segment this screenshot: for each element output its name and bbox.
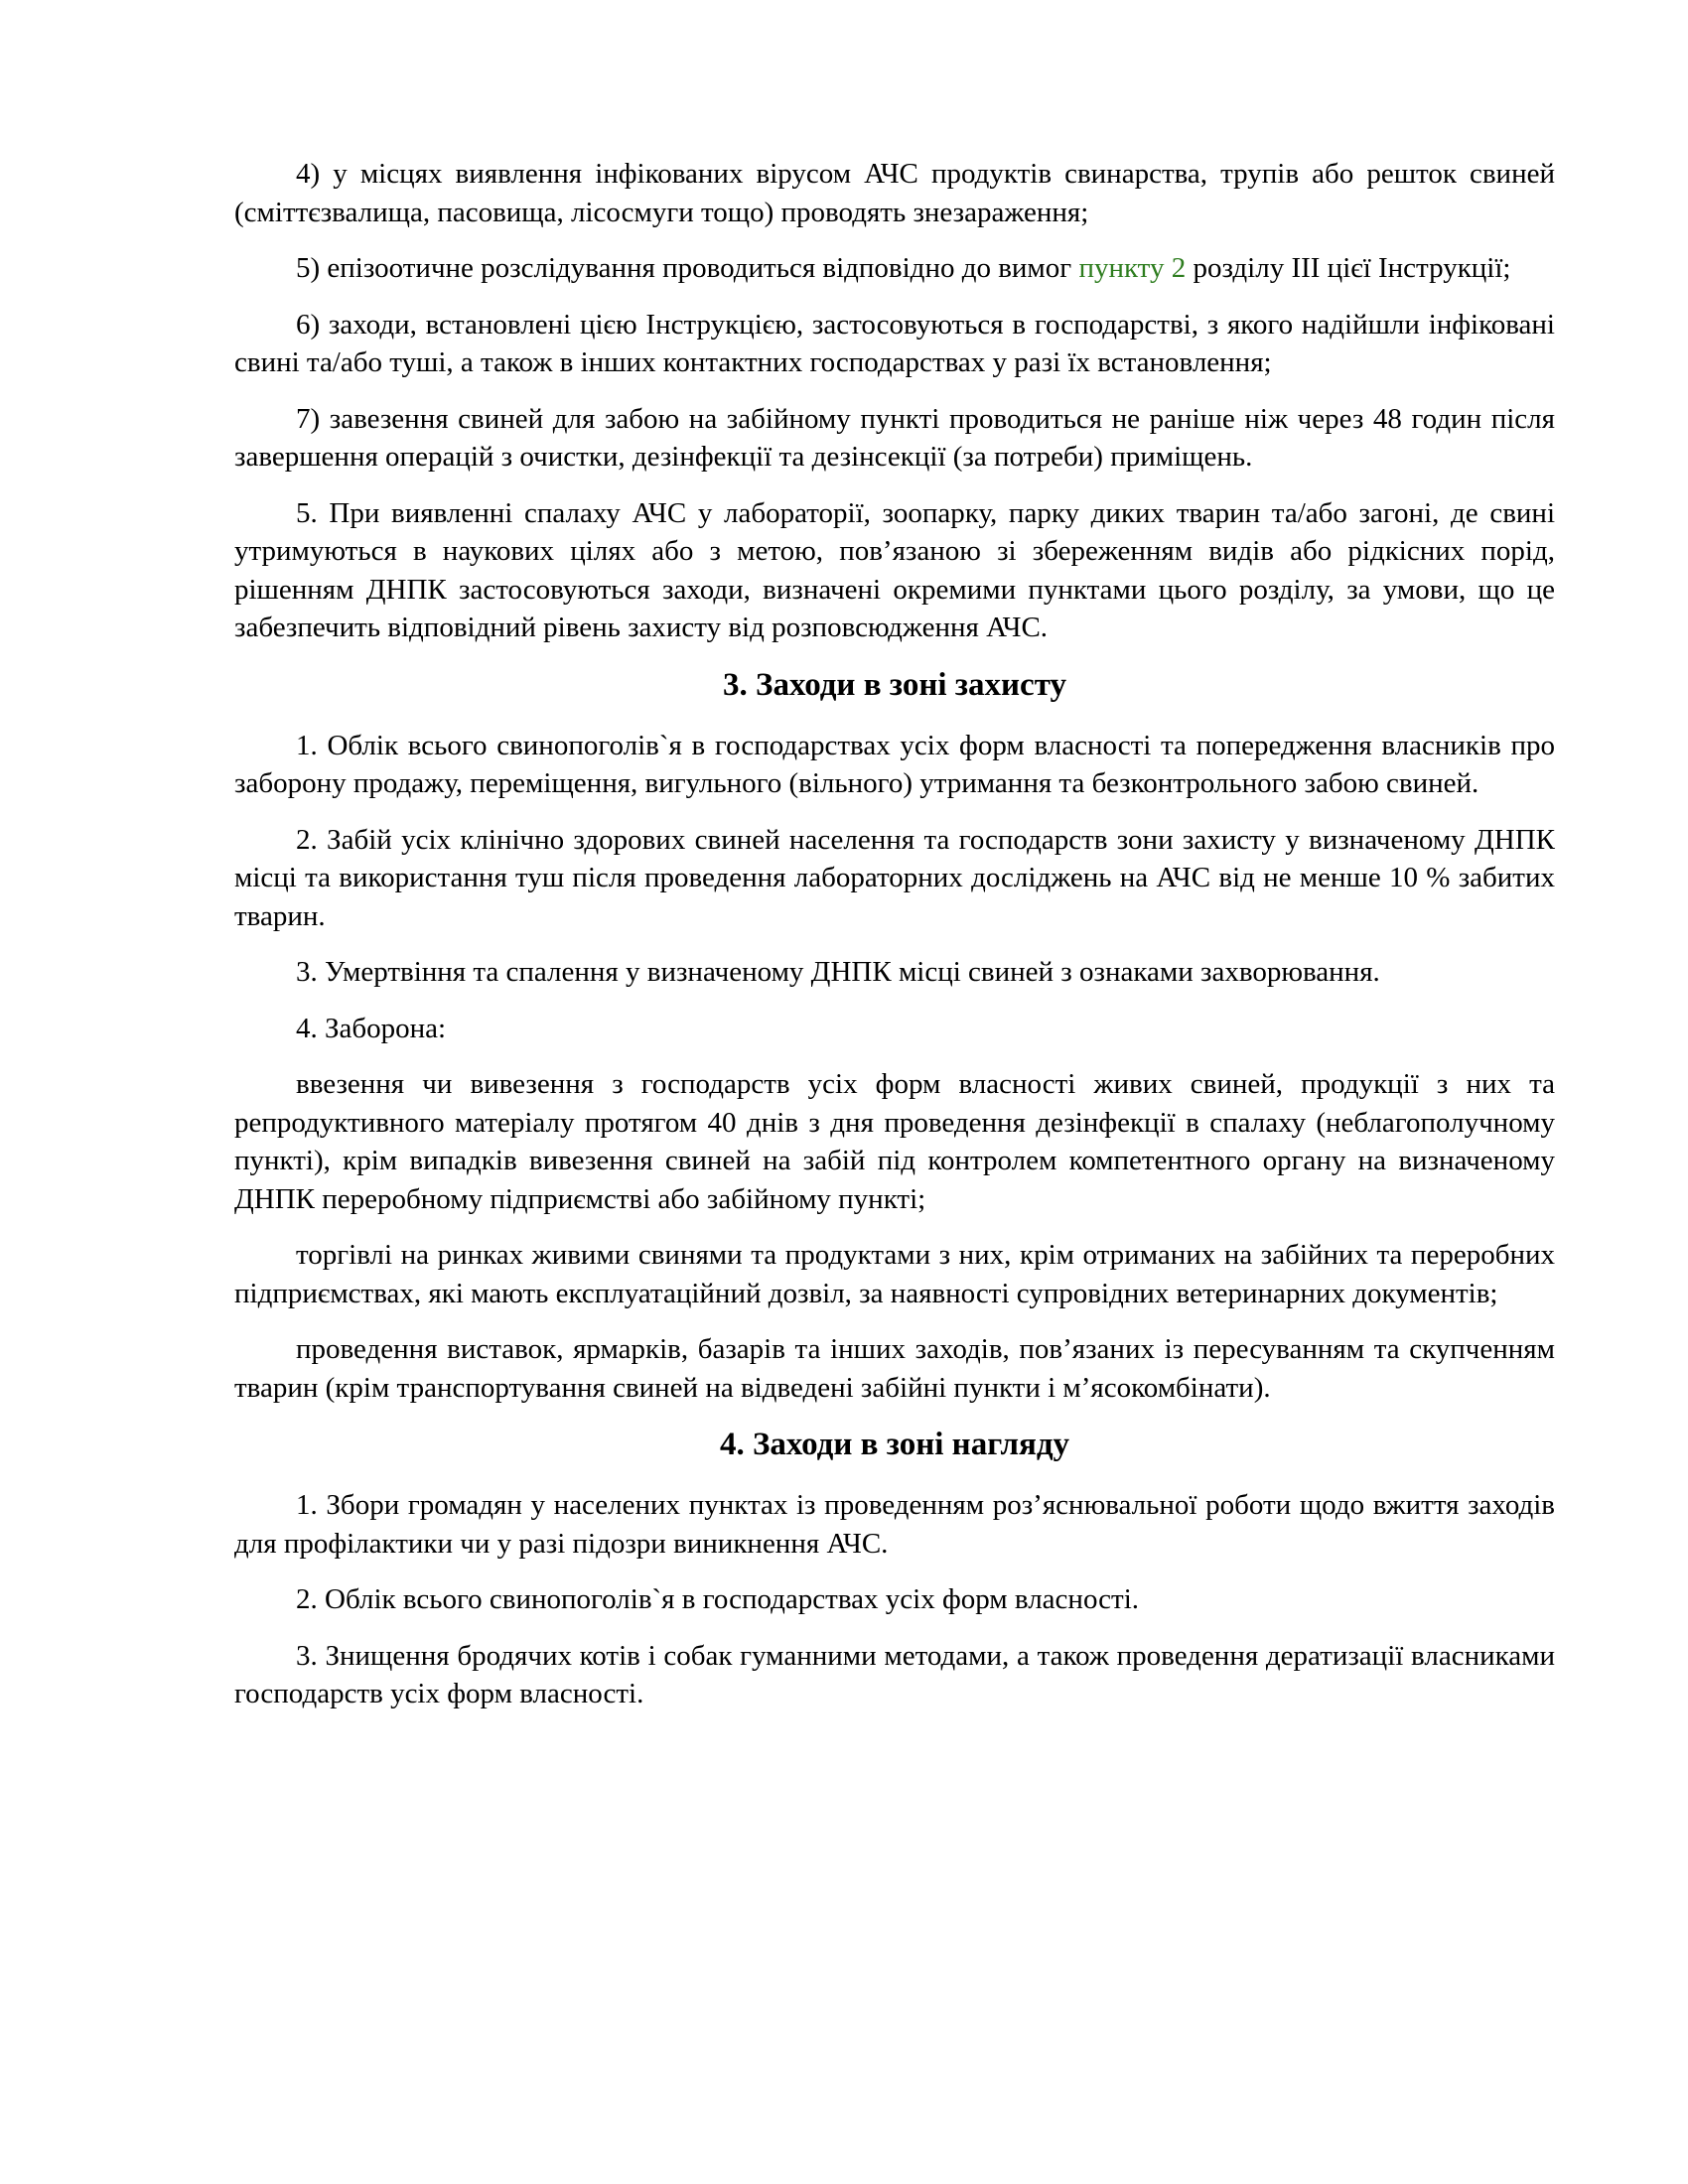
section4-paragraph-2: 2. Облік всього свинопоголів`я в господарствах усіх форм власності. — [296, 1583, 1140, 1615]
section3-prohibition-trade: торгівлі на ринках живими свинями та продуктами з них, крім отриманих на забійних та переробних підприємствах, які мають експлуатаційний дозвіл, за наявності супровідних ветеринарних документів; — [234, 1239, 1555, 1309]
section3-paragraph-4: 4. Заборона: — [296, 1012, 447, 1044]
section3-prohibition-events: проведення виставок, ярмарків, базарів та інших заходів, пов’язаних із пересуванням та скупченням тварин (крім транспортування свиней на відведені забійні пункти і м’ясокомбінати). — [234, 1333, 1555, 1404]
paragraph-point-5: 5. При виявленні спалаху АЧС у лабораторії, зоопарку, парку диких тварин та/або загоні, де свині утримуються в наукових цілях або з метою, пов’язаною зі збереженням видів або рідкісних порід, рішенням ДНПК застосовуються заходи, визначені окремими пунктами цього розділу, за умови, що це забезпечить відповідний рівень захисту від розповсюдження АЧС. — [234, 496, 1555, 643]
document-page — [234, 155, 1555, 1731]
section-heading-protection-zone: 3. Заходи в зоні захисту — [723, 666, 1066, 703]
paragraph-text: розділу ІІІ цієї Інструкції; — [1186, 252, 1511, 284]
paragraph-item-4: 4) у місцях виявлення інфікованих вірусом АЧС продуктів свинарства, трупів або решток свиней (сміттєзвалища, пасовища, лісосмуги тощо) проводять знезараження; — [234, 158, 1555, 228]
paragraph-item-6: 6) заходи, встановлені цією Інструкцією, застосовуються в господарстві, з якого надійшли інфіковані свині та/або туші, а також в інших контактних господарствах у разі їх встановлення; — [234, 308, 1555, 378]
section3-prohibition-import-export: ввезення чи вивезення з господарств усіх форм власності живих свиней, продукції з них та репродуктивного матеріалу протягом 40 днів з дня проведення дезінфекції в спалаху (неблагополучному пункті), крім випадків вивезення свиней на забій під контролем компетентного органу на визначеному ДНПК переробному підприємстві або забійному пункті; — [234, 1068, 1555, 1215]
section3-paragraph-3: 3. Умертвіння та спалення у визначеному ДНПК місці свиней з ознаками захворювання. — [296, 956, 1380, 988]
section4-paragraph-3: 3. Знищення бродячих котів і собак гуманними методами, а також проведення дератизації власниками господарств усіх форм власності. — [234, 1639, 1555, 1709]
paragraph-text: 5) епізоотичне розслідування проводиться відповідно до вимог — [296, 252, 1079, 284]
section3-paragraph-2: 2. Забій усіх клінічно здорових свиней населення та господарств зони захисту у визначеному ДНПК місці та використання туш після проведення лабораторних досліджень на АЧС від не менше 10 % забитих тварин. — [234, 823, 1555, 932]
section3-paragraph-1: 1. Облік всього свинопоголів`я в господарствах усіх форм власності та попередження власників про заборону продажу, переміщення, вигульного (вільного) утримання та безконтрольного забою свиней. — [234, 729, 1555, 799]
paragraph-item-5 — [234, 249, 1555, 288]
section-heading-surveillance-zone: 4. Заходи в зоні нагляду — [719, 1427, 1070, 1462]
section4-paragraph-1: 1. Збори громадян у населених пунктах із проведенням роз’яснювальної роботи щодо вжиття заходів для профілактики чи у разі підозри виникнення АЧС. — [234, 1489, 1555, 1560]
paragraph-item-7: 7) завезення свиней для забою на забійному пункті проводиться не раніше ніж через 48 годин після завершення операцій з очистки, дезінфекції та дезінсекції (за потреби) приміщень. — [234, 402, 1555, 473]
reference-link-point-2[interactable]: пункту 2 — [1078, 252, 1187, 284]
